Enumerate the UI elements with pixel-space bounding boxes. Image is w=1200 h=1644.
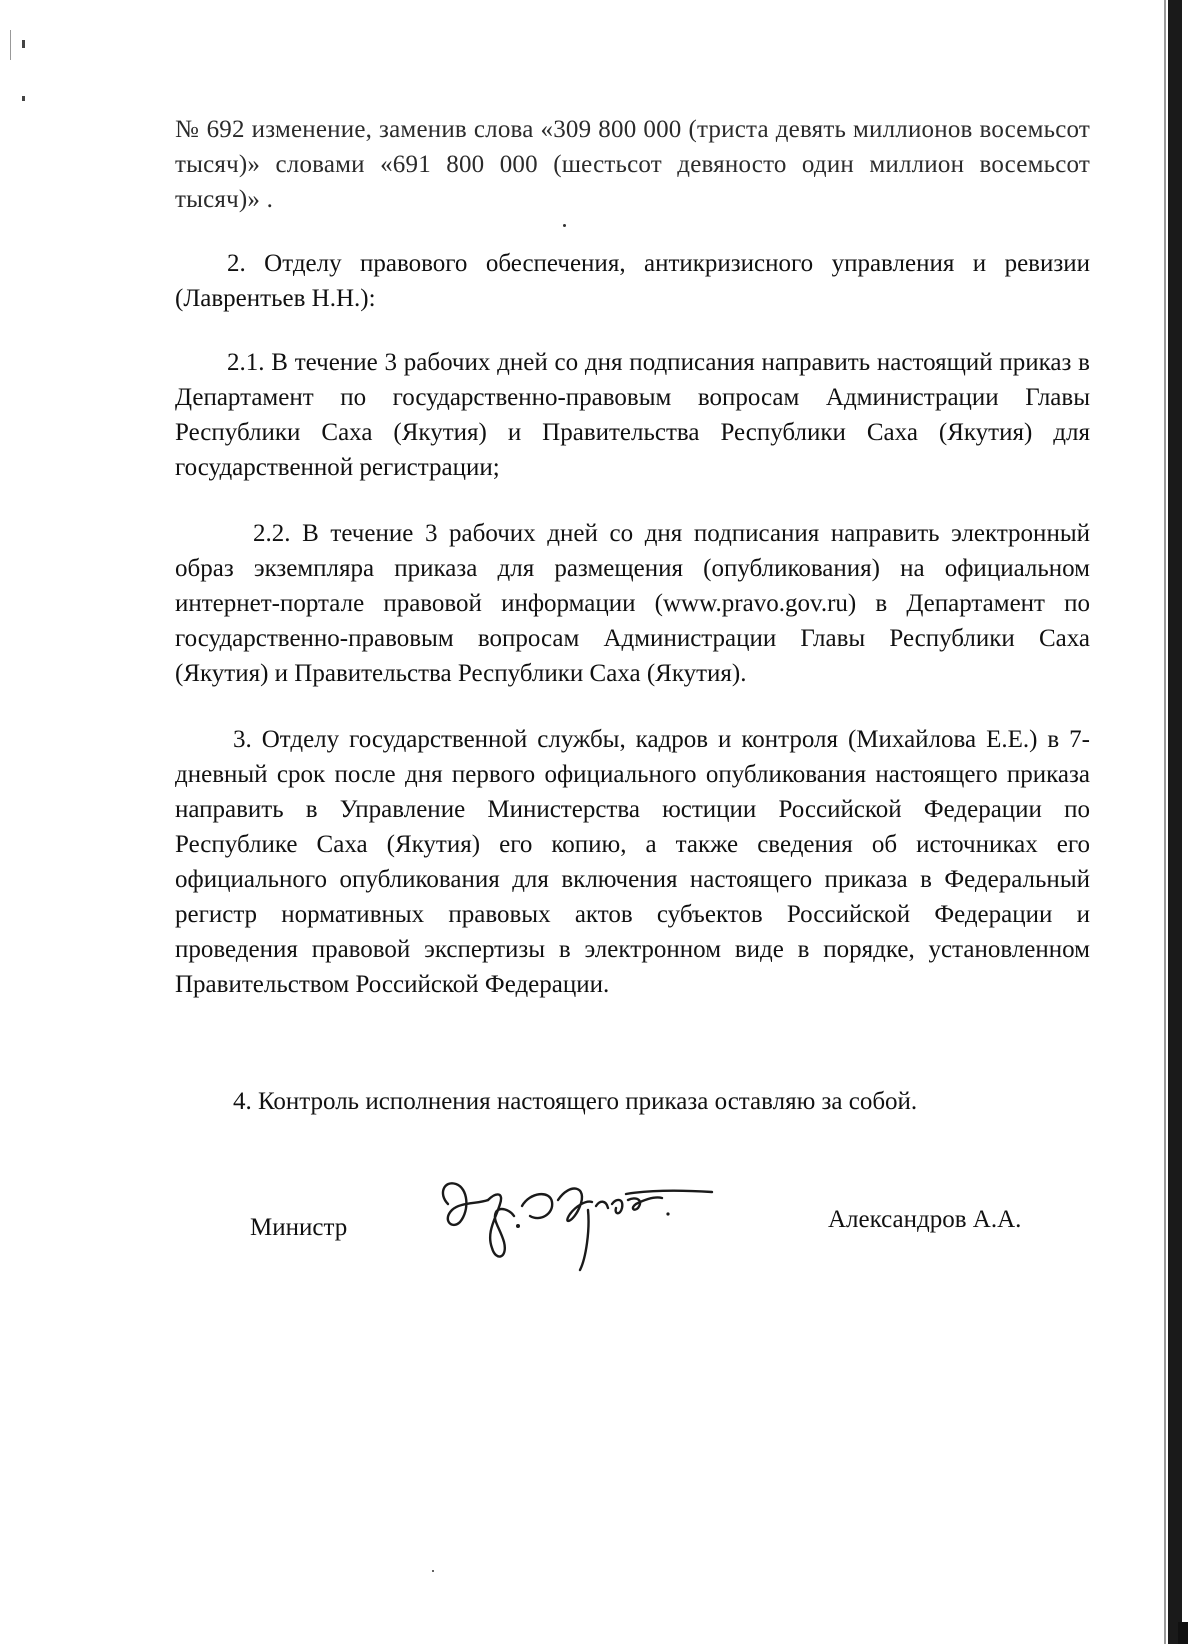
paragraph-intro: № 692 изменение, заменив слова «309 800 000 (триста девять миллионов восемьсот тысяч)» словами «691 800 000 (шестьсот девяносто один миллион восемьсот тысяч)» . xyxy=(175,116,1090,213)
scan-edge-shadow xyxy=(1168,0,1182,1644)
scan-speck xyxy=(10,30,11,60)
scan-speck xyxy=(563,224,566,227)
scan-speck xyxy=(22,96,25,101)
scan-speck xyxy=(432,1570,434,1572)
signatory-position: Министр xyxy=(250,1214,348,1241)
paragraph-2-1: 2.1. В течение 3 рабочих дней со дня подписания направить настоящий приказ в Департамент по государственно-правовым вопросам Администрации Главы Республики Саха (Якутия) и Правительства Республики Саха (Якутия) для государственной регистрации; xyxy=(175,349,1090,481)
signatory-name: Александров А.А. xyxy=(828,1206,1022,1233)
paragraph-2: 2. Отделу правового обеспечения, антикризисного управления и ревизии (Лаврентьев Н.Н.): xyxy=(175,250,1090,312)
paragraph-3: 3. Отделу государственной службы, кадров и контроля (Михайлова Е.Е.) в 7-дневный срок после дня первого официального опубликования настоящего приказа направить в Управление Министерства юстиции Российской Федерации по Республике Саха (Якутия) его копию, а также сведения об источниках его официального опубликования для включения настоящего приказа в Федеральный регистр нормативных правовых актов субъектов Российской Федерации и проведения правовой экспертизы в электронном виде в порядке, установленном Правительством Российской Федерации. xyxy=(175,726,1090,998)
signature-block xyxy=(0,1200,1200,1280)
scan-corner-mark xyxy=(1178,1622,1188,1644)
handwritten-signature xyxy=(430,1170,720,1280)
paragraph-2-2: 2.2. В течение 3 рабочих дней со дня подписания направить электронный образ экземпляра приказа для размещения (опубликования) на официальном интернет-портале правовой информации (www.pravo.gov.ru) в Департамент по государственно-правовым вопросам Администрации Главы Республики Саха (Якутия) и Правительства Республики Саха (Якутия). xyxy=(175,520,1090,687)
paragraph-4: 4. Контроль исполнения настоящего приказа оставляю за собой. xyxy=(233,1088,918,1115)
scan-edge-line xyxy=(1164,0,1166,1644)
scan-speck xyxy=(22,40,25,48)
